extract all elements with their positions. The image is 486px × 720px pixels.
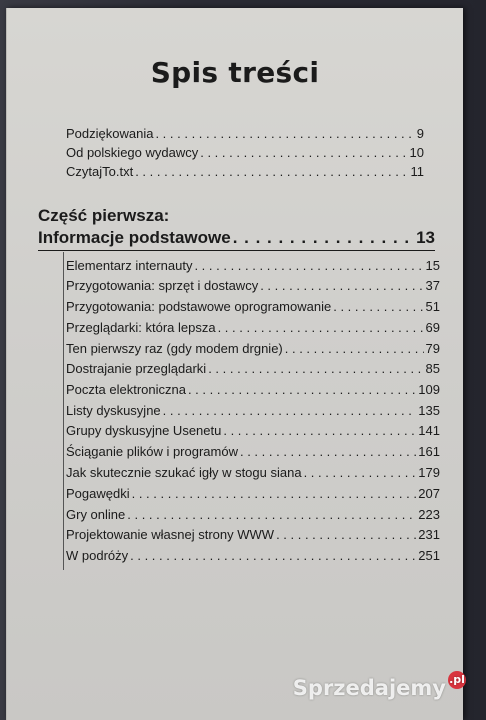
part-page: 13 <box>416 228 435 247</box>
chapter-title: Elementarz internauty <box>66 258 193 273</box>
chapter-title: Ściąganie plików i programów <box>66 444 238 459</box>
chapter-page: 69 <box>425 320 440 335</box>
toc-leader-dots <box>208 361 423 376</box>
chapter-page: 109 <box>418 382 440 397</box>
toc-leader-dots <box>304 465 417 480</box>
part-heading <box>38 228 435 248</box>
toc-leader-dots <box>163 403 417 418</box>
toc-entry-page: 9 <box>416 126 424 141</box>
watermark-logo <box>292 673 466 700</box>
chapter-entry <box>66 465 440 480</box>
chapter-title: Poczta elektroniczna <box>66 382 186 397</box>
chapter-entry <box>66 382 440 397</box>
toc-leader-dots <box>276 527 416 542</box>
chapter-list-rule <box>63 252 64 570</box>
toc-leader-dots <box>285 341 424 356</box>
chapter-page: 85 <box>425 361 440 376</box>
chapter-page: 179 <box>418 465 440 480</box>
toc-leader-dots <box>155 126 414 141</box>
toc-leader-dots <box>240 444 416 459</box>
toc-leader-dots <box>194 258 423 273</box>
chapter-title: Listy dyskusyjne <box>66 403 161 418</box>
toc-entry-page: 10 <box>409 145 424 160</box>
toc-leader-dots <box>218 320 424 335</box>
chapter-entry <box>66 548 440 563</box>
chapter-entry <box>66 527 440 542</box>
watermark-text: Sprzedajemy <box>292 676 446 700</box>
toc-leader-dots <box>188 382 416 397</box>
chapter-page: 161 <box>418 444 440 459</box>
chapter-entry <box>66 258 440 273</box>
toc-leader-dots <box>200 145 407 160</box>
watermark-badge: .pl <box>448 671 466 689</box>
toc-leader-dots <box>333 299 423 314</box>
chapter-entry <box>66 444 440 459</box>
part-label: Część pierwsza: <box>38 206 170 225</box>
toc-entry <box>66 145 424 160</box>
book-page <box>6 8 463 720</box>
toc-entry-title: Podziękowania <box>66 126 154 141</box>
page-title: Spis treści <box>150 56 320 89</box>
toc-leader-dots <box>127 507 416 522</box>
chapter-entry <box>66 278 440 293</box>
toc-leader-dots <box>260 278 423 293</box>
chapter-page: 251 <box>418 548 440 563</box>
chapter-page: 37 <box>425 278 440 293</box>
chapter-title: Przygotowania: sprzęt i dostawcy <box>66 278 259 293</box>
toc-entry-title: Od polskiego wydawcy <box>66 145 199 160</box>
chapter-entry <box>66 361 440 376</box>
chapter-page: 231 <box>418 527 440 542</box>
part-title: Informacje podstawowe <box>38 228 231 247</box>
part-underline <box>38 250 435 251</box>
chapter-entry <box>66 299 440 314</box>
chapter-entry <box>66 423 440 438</box>
chapter-entry <box>66 341 440 356</box>
chapter-entry <box>66 507 440 522</box>
chapter-title: Przygotowania: podstawowe oprogramowanie <box>66 299 332 314</box>
toc-leader-dots <box>130 548 416 563</box>
chapter-title: Przeglądarki: która lepsza <box>66 320 216 335</box>
toc-entry <box>66 126 424 141</box>
toc-entry-title: CzytajTo.txt <box>66 164 134 179</box>
chapter-title: Gry online <box>66 507 126 522</box>
toc-leader-dots <box>223 423 416 438</box>
chapter-page: 207 <box>418 486 440 501</box>
chapter-title: Jak skutecznie szukać igły w stogu siana <box>66 465 302 480</box>
chapter-page: 15 <box>425 258 440 273</box>
toc-leader-dots <box>132 486 417 501</box>
chapter-page: 135 <box>418 403 440 418</box>
chapter-page: 79 <box>425 341 440 356</box>
toc-leader-dots <box>135 164 408 179</box>
chapter-title: Pogawędki <box>66 486 130 501</box>
chapter-title: Ten pierwszy raz (gdy modem drgnie) <box>66 341 283 356</box>
chapter-title: Projektowanie własnej strony WWW <box>66 527 275 542</box>
chapter-entry <box>66 486 440 501</box>
chapter-page: 51 <box>425 299 440 314</box>
chapter-page: 223 <box>418 507 440 522</box>
chapter-entry <box>66 320 440 335</box>
chapter-title: Dostrajanie przeglądarki <box>66 361 207 376</box>
toc-entry <box>66 164 424 179</box>
toc-entry-page: 11 <box>410 164 424 179</box>
toc-leader-dots <box>233 228 414 248</box>
chapter-title: Grupy dyskusyjne Usenetu <box>66 423 222 438</box>
chapter-page: 141 <box>418 423 440 438</box>
chapter-title: W podróży <box>66 548 129 563</box>
chapter-entry <box>66 403 440 418</box>
